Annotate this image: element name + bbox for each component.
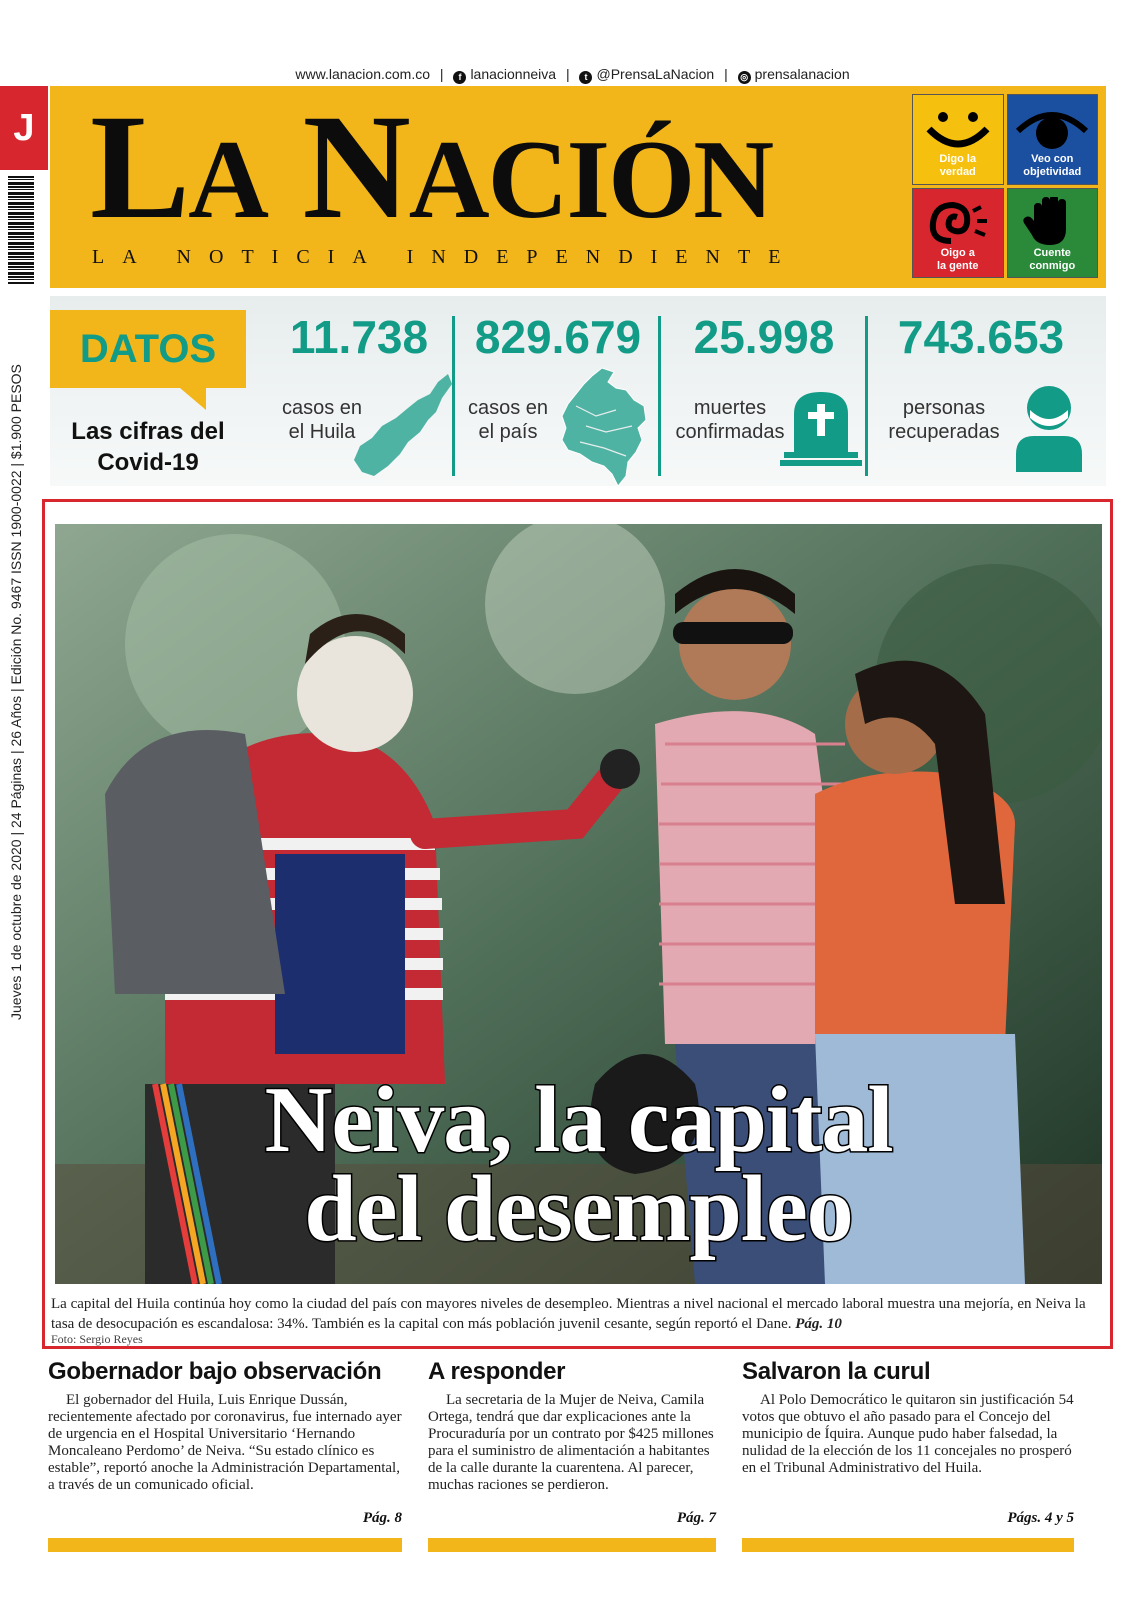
- story-council-seat: [742, 1358, 1074, 1526]
- masthead: [50, 86, 1106, 288]
- page-reference[interactable]: Pág. 8: [362, 1510, 402, 1526]
- badge-pointer: [180, 388, 206, 410]
- instagram-link[interactable]: prensalanacion: [754, 66, 850, 82]
- page-reference[interactable]: Págs. 4 y 5: [1007, 1510, 1074, 1526]
- edition-info: Jueves 1 de octubre de 2020 | 24 Páginas | 26 Años | Edición No. 9467 ISSN 1900-0022 | $1.900 PESOS: [8, 364, 24, 1020]
- stat-national-cases: 829.679 casos en el país: [458, 296, 658, 486]
- value-objectivity: Veo con objetividad: [1007, 94, 1099, 185]
- value-truth: Digo la verdad: [912, 94, 1004, 185]
- website-link[interactable]: www.lanacion.com.co: [295, 66, 431, 82]
- twitter-link[interactable]: @PrensaLaNacion: [596, 66, 715, 82]
- twitter-icon: t: [579, 71, 592, 84]
- photo-credit: Foto: Sergio Reyes: [51, 1332, 143, 1346]
- lead-photo: [55, 524, 1102, 1284]
- headline: Neiva, la capital del desempleo: [264, 1068, 893, 1262]
- value-listen: Oigo a la gente: [912, 188, 1004, 279]
- facebook-icon: f: [453, 71, 466, 84]
- social-links: www.lanacion.com.co | f lanacionneiva | t @PrensaLaNacion | ◎ prensalanacion: [295, 66, 850, 82]
- stat-recovered: 743.653 personas recuperadas: [872, 296, 1090, 486]
- values-panel: [912, 94, 1098, 278]
- huila-map-icon: [352, 372, 456, 478]
- section-tab: J: [0, 86, 48, 170]
- datos-badge: DATOS: [50, 310, 246, 388]
- stat-divider: [865, 316, 868, 476]
- person-mask-icon: [1012, 384, 1086, 472]
- facebook-link[interactable]: lanacionneiva: [470, 66, 557, 82]
- newspaper-slogan: LA NOTICIA INDEPENDIENTE: [92, 246, 799, 268]
- tombstone-icon: [780, 388, 862, 468]
- lead-story: [42, 499, 1113, 1349]
- smile-icon: [923, 107, 993, 153]
- instagram-icon: ◎: [738, 71, 751, 84]
- ear-icon: [923, 201, 993, 247]
- story-title[interactable]: Gobernador bajo observación: [48, 1358, 382, 1385]
- photo-caption: La capital del Huila continúa hoy como la ciudad del país con mayores niveles de desempleo. Mientras a nivel nacional el mercado laboral muestra una mejoría, en Neiva la tasa de desocupación es escandalosa: 34%. También es la capital con más población juvenil cesante, según reportó el Dane. Pág. 10: [51, 1296, 1086, 1333]
- story-bar: [428, 1538, 716, 1552]
- story-title[interactable]: A responder: [428, 1358, 566, 1385]
- story-title[interactable]: Salvaron la curul: [742, 1358, 931, 1385]
- story-body: La secretaria de la Mujer de Neiva, Camila Ortega, tendrá que dar explicaciones ante la Procuraduría por un contrato por $425 millones para el suministro de alimentación a habitantes de la calle durante la cuarentena. Al parecer, muchas raciones se perdieron.: [428, 1392, 714, 1493]
- barcode: [8, 176, 34, 284]
- story-accountability: [428, 1358, 716, 1526]
- newspaper-title: LA NACIÓN: [90, 84, 773, 250]
- story-body: Al Polo Democrático le quitaron sin justificación 54 votos que obtuvo el año pasado para el Concejo del municipio de Íquira. Aunque pudo haber falsedad, la nulidad de la elección de los 11 concejales no prosperó en el Tribunal Administrativo del Huila.: [742, 1392, 1074, 1476]
- page-reference[interactable]: Pág. 10: [795, 1316, 842, 1333]
- stat-divider: [658, 316, 661, 476]
- story-bar: [742, 1538, 1074, 1552]
- colombia-map-icon: [556, 366, 652, 488]
- covid-stats-band: [50, 296, 1106, 486]
- eye-icon: [1014, 107, 1090, 153]
- stat-divider: [452, 316, 455, 476]
- story-body: El gobernador del Huila, Luis Enrique Dussán, recientemente afectado por coronavirus, fue internado ayer de urgencia en el Hospital Universitario ‘Hernando Moncaleano Perdomo’ de Neiva. “Su estado clínico es estable”, reportó anoche la Administración Departamental, a través de un comunicado oficial.: [48, 1392, 402, 1493]
- story-bar: [48, 1538, 402, 1552]
- stat-deaths: 25.998 muertes confirmadas: [664, 296, 864, 486]
- value-trust: Cuente conmigo: [1007, 188, 1099, 279]
- stat-huila-cases: 11.738 casos en el Huila: [262, 296, 456, 486]
- hand-icon: [1022, 197, 1082, 247]
- page-reference[interactable]: Pág. 7: [676, 1510, 716, 1526]
- story-governor: [48, 1358, 402, 1526]
- datos-caption: Las cifras del Covid-19: [71, 418, 225, 477]
